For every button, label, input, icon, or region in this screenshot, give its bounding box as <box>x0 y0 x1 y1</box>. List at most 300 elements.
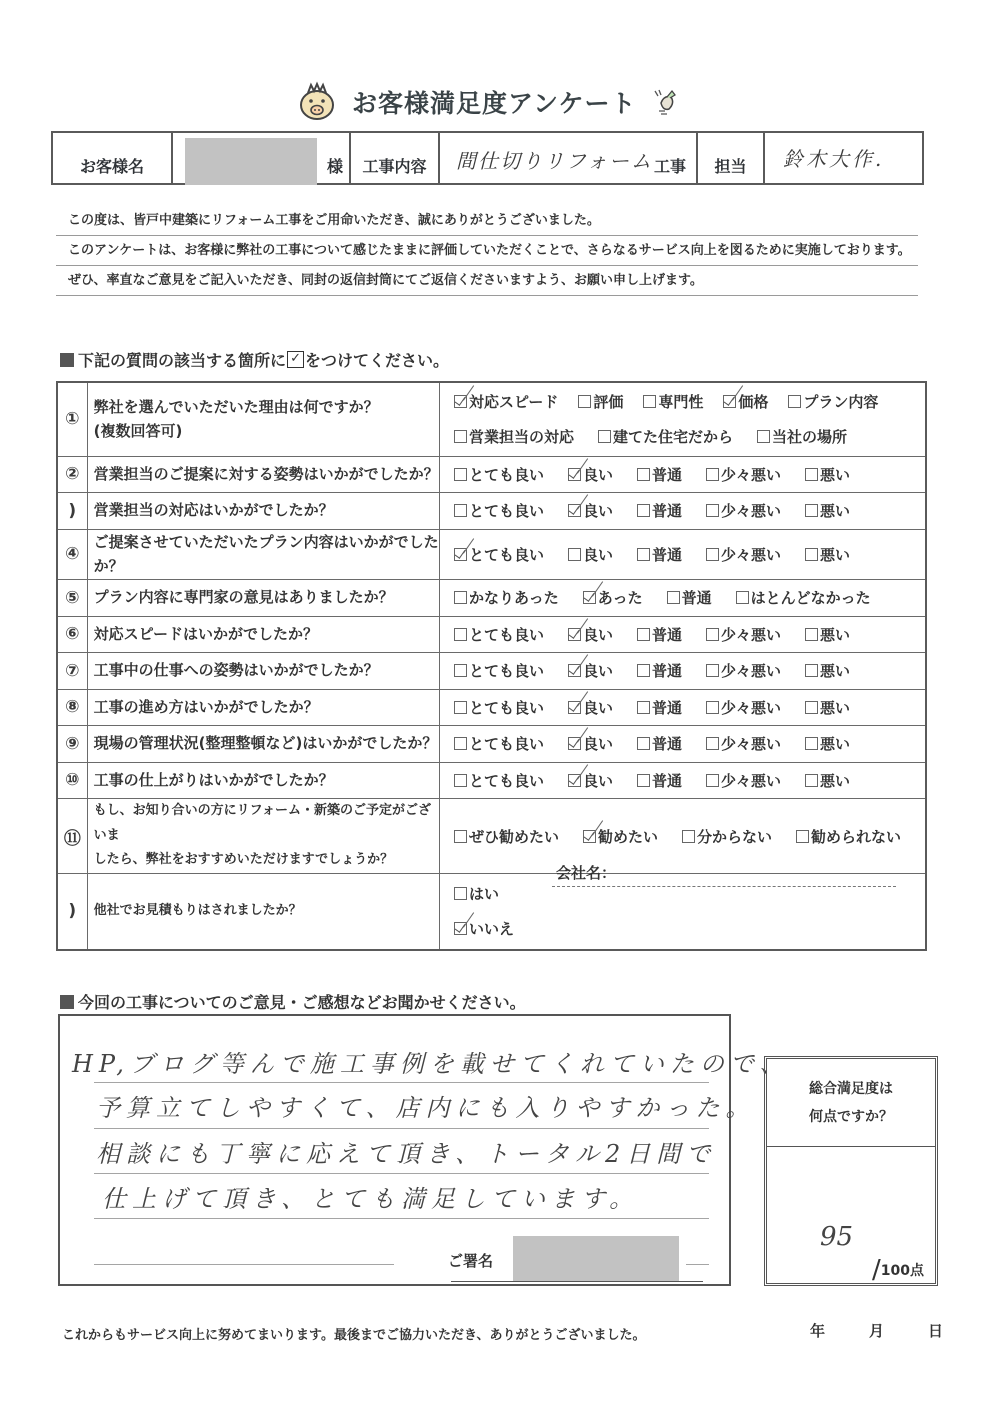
checkbox-icon[interactable] <box>454 701 467 714</box>
checkbox-icon[interactable] <box>706 737 719 750</box>
question-number: ④ <box>57 529 87 580</box>
answer-option-label: 良い <box>582 771 613 790</box>
checkbox-icon[interactable] <box>805 701 818 714</box>
option-line <box>454 770 925 791</box>
question-text <box>87 616 439 653</box>
answer-option-label: はとんどなかった <box>750 589 871 608</box>
checkbox-checked-icon[interactable] <box>568 504 581 517</box>
answer-option-label: 少々悪い <box>720 625 781 644</box>
checkbox-icon[interactable] <box>805 628 818 641</box>
answer-option-label: 価格 <box>738 393 769 412</box>
checkbox-icon[interactable] <box>788 395 801 408</box>
checkbox-icon[interactable] <box>682 830 695 843</box>
answer-option-label: 普通 <box>651 698 682 717</box>
answer-option[interactable] <box>568 660 613 681</box>
answer-option[interactable] <box>706 770 781 791</box>
question-text <box>87 456 439 493</box>
answer-option[interactable] <box>706 624 781 645</box>
customer-name-redacted <box>185 138 317 185</box>
checkbox-icon[interactable] <box>568 548 581 561</box>
checkbox-icon[interactable] <box>454 887 467 900</box>
question-row <box>57 456 926 493</box>
answer-option-label: 勧めたい <box>597 827 658 846</box>
answer-option[interactable] <box>583 587 643 608</box>
question-text-line: 対応スピードはいかがでしたか？ <box>93 624 319 643</box>
answer-option[interactable] <box>757 426 847 447</box>
question-text-line: (複数回答可) <box>93 422 183 441</box>
answer-option[interactable] <box>805 660 850 681</box>
signature-line <box>451 1281 703 1282</box>
checkbox-icon[interactable] <box>736 591 749 604</box>
comments-heading-text: 今回の工事についてのご意見・ご感想などお聞かせください。 <box>78 993 526 1012</box>
answer-option-label: 普通 <box>651 545 682 564</box>
checkbox-icon[interactable] <box>454 774 467 787</box>
answer-option-label: いいえ <box>468 920 514 939</box>
score-value[interactable]: 95 <box>820 1222 854 1252</box>
option-line <box>454 500 925 521</box>
answer-option[interactable] <box>805 624 850 645</box>
signature-label: ご署名 <box>448 1252 494 1270</box>
checkbox-icon[interactable] <box>706 468 719 481</box>
answer-option[interactable] <box>637 624 682 645</box>
answer-option[interactable] <box>568 733 613 754</box>
work-content-label: 工事内容 <box>351 133 440 183</box>
answer-option[interactable] <box>454 660 544 681</box>
answer-option-label: 建てた住宅だから <box>612 428 733 447</box>
question-text-line: 工事の仕上がりはいかがでしたか？ <box>93 770 334 789</box>
answer-option[interactable] <box>667 587 712 608</box>
answer-option[interactable] <box>454 391 558 412</box>
answer-option[interactable] <box>454 826 559 847</box>
checkbox-checked-icon[interactable] <box>568 628 581 641</box>
footer-message: これからもサービス向上に努めてまいります。最後までご協力いただき、ありがとうございました。 <box>62 1328 646 1343</box>
question-text <box>87 529 439 580</box>
staff-value: 鈴木大作. <box>783 147 885 171</box>
answer-option-label: とても良い <box>468 465 544 484</box>
answer-option[interactable] <box>805 544 850 565</box>
answer-option-label: 対応スピード <box>468 393 559 412</box>
question-text-line: もし、お知り合いの方にリフォーム・新築のご予定がございま <box>93 803 431 843</box>
checkbox-checked-icon[interactable] <box>583 591 596 604</box>
question-row <box>57 529 926 580</box>
question-number: ⑦ <box>57 653 87 690</box>
score-question <box>767 1059 935 1147</box>
comment-line: 相談にも丁寧に応えて頂き、トータル2日間で <box>96 1140 717 1168</box>
questions-table <box>56 381 927 951</box>
answer-option[interactable] <box>568 697 613 718</box>
answer-option-label: かなりあった <box>468 589 559 608</box>
question-number: ① <box>57 382 87 456</box>
answer-option-label: 少々悪い <box>720 698 781 717</box>
question-number: ⑤ <box>57 580 87 617</box>
writing-line <box>686 1264 709 1265</box>
answer-option[interactable] <box>706 464 781 485</box>
checkbox-icon[interactable] <box>637 701 650 714</box>
answer-option-label: 良い <box>582 545 613 564</box>
answer-option-label: 悪い <box>820 771 851 790</box>
checkbox-icon[interactable] <box>637 737 650 750</box>
answer-option-label: 良い <box>582 735 613 754</box>
answer-option-label: 普通 <box>651 502 682 521</box>
answer-option-label: 普通 <box>651 625 682 644</box>
signature-redacted <box>513 1236 679 1282</box>
answer-option[interactable] <box>454 770 544 791</box>
answer-option-label: 少々悪い <box>720 502 781 521</box>
question-text <box>87 653 439 690</box>
answer-option[interactable] <box>706 500 781 521</box>
answer-option-label: 当社の場所 <box>771 428 847 447</box>
question-text <box>87 799 439 874</box>
checkbox-checked-icon[interactable] <box>723 395 736 408</box>
answer-options <box>439 382 926 456</box>
company-name-label: 会社名： <box>556 864 617 882</box>
question-text-line: ご提案させていただいたプラン内容はいかがでしたか？ <box>93 532 439 576</box>
checkbox-icon[interactable] <box>454 628 467 641</box>
answer-option-label: 普通 <box>651 735 682 754</box>
checkbox-icon[interactable] <box>637 628 650 641</box>
answer-option-label: 悪い <box>820 698 851 717</box>
answer-option-label: 少々悪い <box>720 771 781 790</box>
date-year-label: 年 <box>810 1322 826 1340</box>
answer-options <box>439 580 926 617</box>
checkbox-checked-icon[interactable] <box>568 701 581 714</box>
score-slash: / <box>872 1255 881 1285</box>
question-text-line: したら、弊社をおすすめいただけますでしょうか？ <box>93 852 394 868</box>
answer-option[interactable] <box>805 697 850 718</box>
answer-option[interactable] <box>637 770 682 791</box>
answer-option[interactable] <box>706 733 781 754</box>
questions-heading-before: 下記の質問の該当する箇所に <box>78 351 287 370</box>
checkbox-icon[interactable] <box>454 504 467 517</box>
question-text <box>87 762 439 799</box>
question-text <box>87 689 439 726</box>
checkbox-icon[interactable] <box>598 430 611 443</box>
answer-option-label: プラン内容 <box>803 393 879 412</box>
option-line <box>454 826 925 847</box>
writing-line <box>94 1173 709 1174</box>
question-row <box>57 382 926 456</box>
answer-option[interactable] <box>637 697 682 718</box>
answer-option[interactable] <box>598 426 733 447</box>
checkbox-checked-icon[interactable] <box>583 830 596 843</box>
checkbox-icon[interactable] <box>706 774 719 787</box>
answer-option-label: ぜひ勧めたい <box>468 827 559 846</box>
option-line <box>454 918 925 939</box>
question-row <box>57 874 926 950</box>
option-line <box>454 733 925 754</box>
comment-line: 予算立てしやすくて、店内にも入りやすかった。 <box>96 1094 756 1122</box>
answer-option[interactable] <box>788 391 878 412</box>
comment-line: HP,ブログ等んで施工事例を載せてくれていたので、 <box>72 1050 790 1078</box>
answer-option[interactable] <box>637 464 682 485</box>
vegetable-decoration-icon <box>649 87 679 117</box>
question-number: ② <box>57 456 87 493</box>
question-row <box>57 689 926 726</box>
question-row <box>57 653 926 690</box>
checkbox-icon[interactable] <box>805 664 818 677</box>
writing-line <box>94 1128 709 1129</box>
option-line <box>454 624 925 645</box>
question-text-line: 現場の管理状況(整理整頓など)はいかがでしたか？ <box>93 734 438 753</box>
intro-line: ぜひ、率直なご意見をご記入いただき、同封の返信封筒にてご返信くださいますよう、お願い申し上げます。 <box>56 266 918 296</box>
answer-option[interactable] <box>637 660 682 681</box>
checkbox-icon[interactable] <box>637 664 650 677</box>
customer-name-label: お客様名 <box>53 133 173 183</box>
checkbox-icon[interactable] <box>805 504 818 517</box>
answer-option-label: 少々悪い <box>720 662 781 681</box>
answer-option-label: とても良い <box>468 735 544 754</box>
checkbox-icon[interactable] <box>706 548 719 561</box>
answer-option[interactable] <box>454 697 544 718</box>
answer-option[interactable] <box>454 500 544 521</box>
option-line <box>454 587 925 608</box>
answer-option-label: 普通 <box>651 771 682 790</box>
answer-option[interactable] <box>637 733 682 754</box>
checkbox-checked-icon[interactable] <box>454 548 467 561</box>
question-text <box>87 726 439 763</box>
writing-line <box>94 1264 394 1265</box>
date-day-label: 日 <box>928 1322 944 1340</box>
checkbox-checked-icon[interactable] <box>568 774 581 787</box>
question-text-line: 営業担当の対応はいかがでしたか？ <box>93 501 334 520</box>
answer-option-label: 良い <box>582 698 613 717</box>
answer-option-label: 普通 <box>651 662 682 681</box>
answer-option[interactable] <box>796 826 901 847</box>
question-number: ⑧ <box>57 689 87 726</box>
answer-option[interactable] <box>568 500 613 521</box>
answer-option-label: とても良い <box>468 771 544 790</box>
comment-line: 仕上げて頂き、とても満足しています。 <box>102 1185 640 1213</box>
square-bullet-icon <box>60 353 74 367</box>
answer-option-label: 普通 <box>681 589 712 608</box>
answer-option[interactable] <box>568 770 613 791</box>
date-month-label: 月 <box>869 1322 885 1340</box>
answer-option[interactable] <box>805 464 850 485</box>
company-name-field[interactable] <box>552 886 896 887</box>
answer-option[interactable] <box>568 464 613 485</box>
answer-options <box>439 616 926 653</box>
question-number: ) <box>57 874 87 950</box>
work-content-value: 間仕切りリフォーム <box>456 149 653 173</box>
answer-option[interactable] <box>568 624 613 645</box>
checkbox-icon[interactable] <box>454 664 467 677</box>
answer-option-label: 少々悪い <box>720 465 781 484</box>
checkbox-icon[interactable] <box>454 430 467 443</box>
answer-option-label: 分からない <box>696 827 772 846</box>
checkbox-icon[interactable] <box>667 591 680 604</box>
question-row <box>57 616 926 653</box>
answer-option-label: 評価 <box>593 393 624 412</box>
checkbox-checked-icon[interactable] <box>568 737 581 750</box>
answer-option-label: 専門性 <box>658 393 704 412</box>
answer-option[interactable] <box>454 624 544 645</box>
answer-options <box>439 493 926 530</box>
answer-option[interactable] <box>682 826 772 847</box>
answer-option-label: 悪い <box>820 735 851 754</box>
checkbox-icon[interactable] <box>706 701 719 714</box>
option-line <box>454 426 925 447</box>
score-max-label: 100点 <box>880 1263 924 1279</box>
question-text-line: 工事の進め方はいかがでしたか？ <box>93 697 319 716</box>
answer-option-label: 営業担当の対応 <box>468 428 574 447</box>
answer-option-label: とても良い <box>468 502 544 521</box>
checkbox-icon[interactable] <box>643 395 656 408</box>
answer-option[interactable] <box>706 660 781 681</box>
answer-options <box>439 874 926 950</box>
checkbox-icon[interactable] <box>805 737 818 750</box>
answer-option[interactable] <box>706 544 781 565</box>
score-question-line: 総合満足度は <box>809 1081 893 1097</box>
answer-options <box>439 653 926 690</box>
question-text <box>87 580 439 617</box>
checkbox-icon[interactable] <box>637 774 650 787</box>
question-text <box>87 382 439 456</box>
survey-title: お客様満足度アンケート <box>352 89 637 118</box>
answer-option-label: 悪い <box>820 625 851 644</box>
checkbox-icon[interactable] <box>706 664 719 677</box>
work-content-suffix: 工事 <box>653 157 686 176</box>
answer-option[interactable] <box>723 391 768 412</box>
staff-cell <box>765 133 922 183</box>
answer-option-label: とても良い <box>468 625 544 644</box>
question-text-line: プラン内容に専門家の意見はありましたか？ <box>93 588 394 607</box>
checkbox-icon[interactable] <box>454 468 467 481</box>
checkbox-checked-icon[interactable] <box>568 468 581 481</box>
question-number: ⑪ <box>57 799 87 874</box>
answer-option-label: 良い <box>582 662 613 681</box>
answer-options <box>439 529 926 580</box>
answer-option[interactable] <box>805 500 850 521</box>
answer-option-label: とても良い <box>468 698 544 717</box>
answer-option[interactable] <box>568 544 613 565</box>
answer-option[interactable] <box>637 544 682 565</box>
option-line <box>454 391 925 412</box>
customer-name-suffix: 様 <box>326 157 343 176</box>
option-line <box>454 544 925 565</box>
checkbox-icon[interactable] <box>637 468 650 481</box>
checkbox-icon[interactable] <box>805 774 818 787</box>
checkbox-checked-icon[interactable] <box>454 395 467 408</box>
question-text <box>87 874 439 950</box>
score-question-line: 何点ですか？ <box>809 1109 893 1125</box>
answer-option-label: 普通 <box>651 465 682 484</box>
answer-option-label: 悪い <box>820 662 851 681</box>
checkbox-icon[interactable] <box>805 468 818 481</box>
question-row <box>57 726 926 763</box>
square-bullet-icon <box>60 995 74 1009</box>
checkbox-icon[interactable] <box>706 504 719 517</box>
question-row <box>57 493 926 530</box>
intro-line: この度は、皆戸中建築にリフォーム工事をご用命いただき、誠にありがとうございました。 <box>56 206 918 236</box>
checkbox-checked-icon[interactable] <box>454 922 467 935</box>
checkbox-checked-icon[interactable] <box>568 664 581 677</box>
question-row <box>57 799 926 874</box>
questions-heading-after: をつけてください。 <box>305 351 450 370</box>
checkbox-icon[interactable] <box>578 395 591 408</box>
customer-name-cell <box>173 133 351 183</box>
answer-option[interactable] <box>736 587 871 608</box>
answer-option[interactable] <box>706 697 781 718</box>
date-fields <box>810 1320 943 1341</box>
question-number: ⑥ <box>57 616 87 653</box>
answer-option-label: 悪い <box>820 502 851 521</box>
question-text-line: 弊社を選んでいただいた理由は何ですか？ <box>93 397 379 416</box>
answer-options <box>439 689 926 726</box>
answer-option-label: はい <box>468 885 499 904</box>
staff-label: 担当 <box>698 133 765 183</box>
answer-option-label: 良い <box>582 465 613 484</box>
answer-options <box>439 726 926 763</box>
answer-option-label: とても良い <box>468 545 544 564</box>
answer-options <box>439 456 926 493</box>
answer-option-label: 良い <box>582 502 613 521</box>
question-row <box>57 762 926 799</box>
checkbox-icon[interactable] <box>637 504 650 517</box>
checkbox-icon[interactable] <box>637 548 650 561</box>
answer-option-label: 少々悪い <box>720 545 781 564</box>
checkbox-checked-icon: ✓ <box>287 351 304 368</box>
answer-option-label: 悪い <box>820 465 851 484</box>
answer-option[interactable] <box>454 464 544 485</box>
checkbox-icon[interactable] <box>805 548 818 561</box>
comments-heading <box>60 990 526 1013</box>
checkbox-icon[interactable] <box>796 830 809 843</box>
answer-option[interactable] <box>805 770 850 791</box>
checkbox-icon[interactable] <box>757 430 770 443</box>
checkbox-icon[interactable] <box>454 830 467 843</box>
question-number: ) <box>57 493 87 530</box>
answer-option[interactable] <box>454 587 559 608</box>
questions-heading <box>60 348 449 371</box>
answer-option-label: とても良い <box>468 662 544 681</box>
question-text <box>87 493 439 530</box>
answer-options <box>439 799 926 874</box>
writing-line <box>94 1082 709 1083</box>
answer-option[interactable] <box>578 391 623 412</box>
header-info-table <box>51 131 924 185</box>
question-text-line: 他社でお見積もりはされましたか？ <box>93 902 302 918</box>
checkbox-icon[interactable] <box>454 591 467 604</box>
question-row <box>57 580 926 617</box>
answer-option[interactable] <box>454 883 499 904</box>
answer-option-label: あった <box>597 589 643 608</box>
score-max <box>872 1255 924 1285</box>
intro-line: このアンケートは、お客様に弊社の工事について感じたままに評価していただくことで、さらなるサービス向上を図るために実施しております。 <box>56 236 918 266</box>
answer-option-label: 勧められない <box>810 827 901 846</box>
survey-title-bar <box>296 78 679 126</box>
answer-option[interactable] <box>643 391 703 412</box>
question-text-line: 工事中の仕事への姿勢はいかがでしたか？ <box>93 661 379 680</box>
question-number: ⑨ <box>57 726 87 763</box>
answer-option[interactable] <box>454 918 514 939</box>
question-number: ⑩ <box>57 762 87 799</box>
checkbox-icon[interactable] <box>706 628 719 641</box>
answer-options <box>439 762 926 799</box>
answer-option[interactable] <box>637 500 682 521</box>
answer-option[interactable] <box>454 733 544 754</box>
answer-option[interactable] <box>805 733 850 754</box>
pig-mascot-icon <box>296 81 338 123</box>
answer-option[interactable] <box>583 826 658 847</box>
intro-text <box>56 206 918 296</box>
option-line <box>454 697 925 718</box>
writing-line <box>94 1218 709 1219</box>
answer-option[interactable] <box>454 544 544 565</box>
answer-option-label: 良い <box>582 625 613 644</box>
answer-option[interactable] <box>454 426 574 447</box>
work-content-cell <box>440 133 698 183</box>
checkbox-icon[interactable] <box>454 737 467 750</box>
